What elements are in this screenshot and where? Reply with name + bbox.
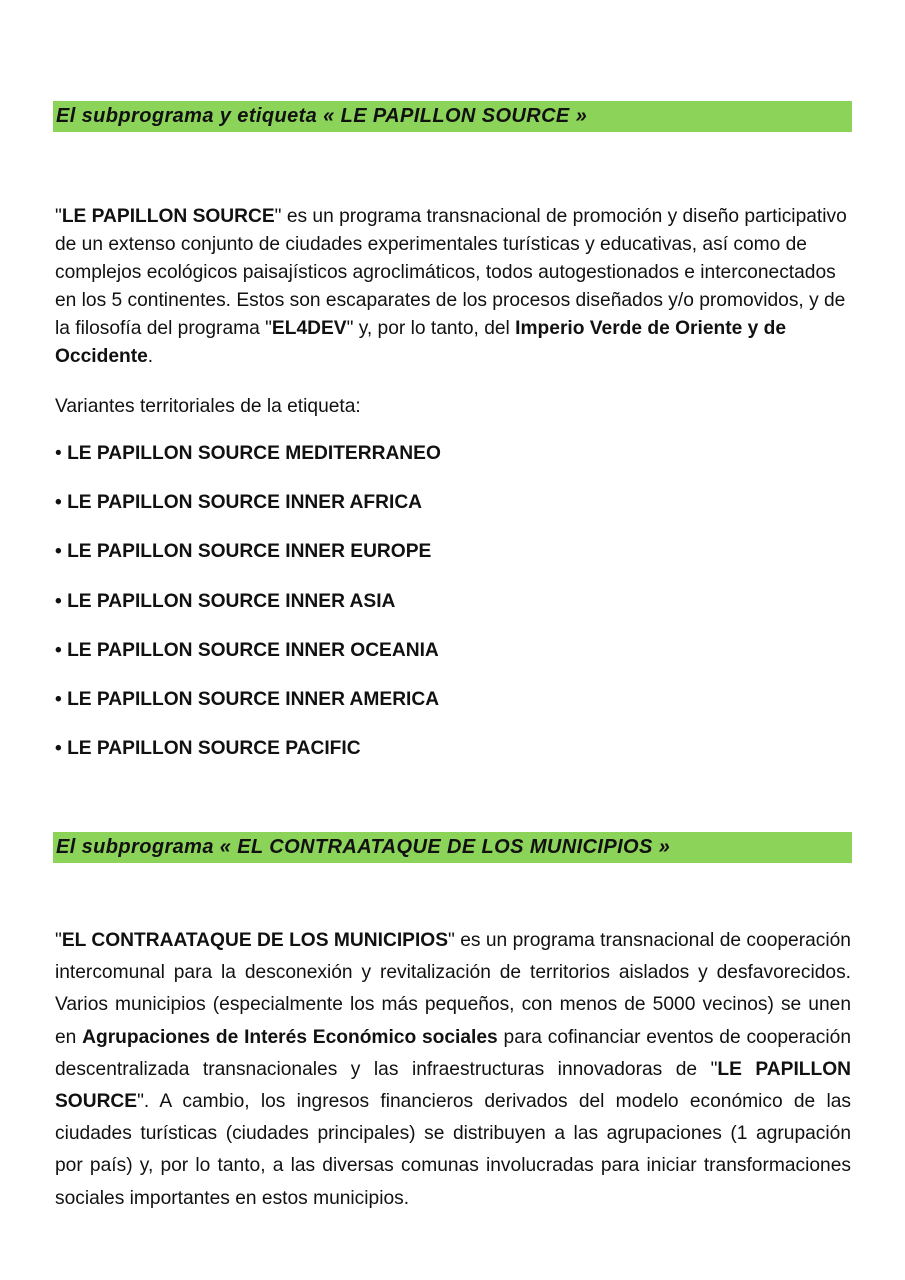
section-heading-papillon: El subprograma y etiqueta « LE PAPILLON SOURCE »	[53, 101, 852, 132]
el4dev-name: EL4DEV	[271, 318, 347, 339]
variant-label: LE PAPILLON SOURCE INNER ASIA	[67, 590, 396, 612]
variant-label: LE PAPILLON SOURCE INNER EUROPE	[67, 541, 432, 563]
text: ". A cambio, los ingresos financieros derivados del modelo económico de las ciudades turísticas (ciudades principales) se distribuyen a las agrupaciones (1 agrupación por país) y, por lo tanto, a las diversas comunas involucradas para iniciar transformaciones sociales importantes en estos municipios.	[55, 1091, 851, 1209]
quote: "	[55, 930, 62, 951]
list-item	[55, 638, 441, 687]
list-item	[55, 589, 441, 638]
list-item	[55, 441, 441, 490]
bullet: •	[55, 541, 68, 563]
contraataque-description	[55, 925, 851, 1215]
papillon-description	[55, 203, 851, 371]
text: " es un programa transnacional de promoción y diseño participativo de un extenso conjunto de ciudades experimentales turísticas y educativas, así como de complejos ecológicos paisajísticos agroclimáticos, todos autogestionados e interconectados en los 5 continentes. Estos son escaparates de los procesos diseñados y/o promovidos, y de la filosofía del programa "	[55, 206, 847, 339]
list-item	[55, 736, 441, 785]
variants-label: Variantes territoriales de la etiqueta:	[55, 396, 361, 417]
program-name: LE PAPILLON SOURCE	[61, 206, 275, 227]
list-item	[55, 490, 441, 539]
variant-label: LE PAPILLON SOURCE MEDITERRANEO	[67, 443, 441, 464]
variant-label: LE PAPILLON SOURCE INNER AMERICA	[67, 688, 440, 710]
text: para cofinanciar eventos de cooperación descentralizada transnacionales y las infraestructuras innovadoras de "	[55, 1026, 851, 1080]
text: " es un programa transnacional de cooperación intercomunal para la desconexión y revitalización de territorios aislados y desfavorecidos. Varios municipios (especialmente los más pequeños, con menos de 5000 vecinos) se unen en	[55, 930, 851, 1048]
bullet: •	[55, 639, 68, 661]
imperio-name: Imperio Verde de Oriente y de Occidente	[55, 318, 787, 367]
text: " y, por lo tanto, del	[346, 318, 516, 339]
bullet: •	[55, 492, 68, 514]
bullet: •	[55, 590, 68, 612]
bullet: •	[55, 443, 68, 464]
quote: "	[55, 206, 62, 227]
papillon-name: LE PAPILLON SOURCE	[55, 1058, 851, 1113]
section-heading-contraataque: El subprograma « EL CONTRAATAQUE DE LOS MUNICIPIOS »	[53, 832, 852, 863]
text: .	[147, 346, 154, 367]
variants-list	[55, 441, 441, 785]
variant-label: LE PAPILLON SOURCE INNER OCEANIA	[67, 639, 439, 661]
variant-label: LE PAPILLON SOURCE INNER AFRICA	[67, 492, 423, 514]
bullet: •	[55, 688, 68, 710]
list-item	[55, 687, 441, 736]
bullet: •	[55, 738, 68, 760]
agrupaciones-name: Agrupaciones de Interés Económico sociales	[82, 1026, 498, 1048]
variant-label: LE PAPILLON SOURCE PACIFIC	[67, 738, 361, 760]
program-name: EL CONTRAATAQUE DE LOS MUNICIPIOS	[61, 930, 448, 951]
list-item	[55, 539, 441, 588]
